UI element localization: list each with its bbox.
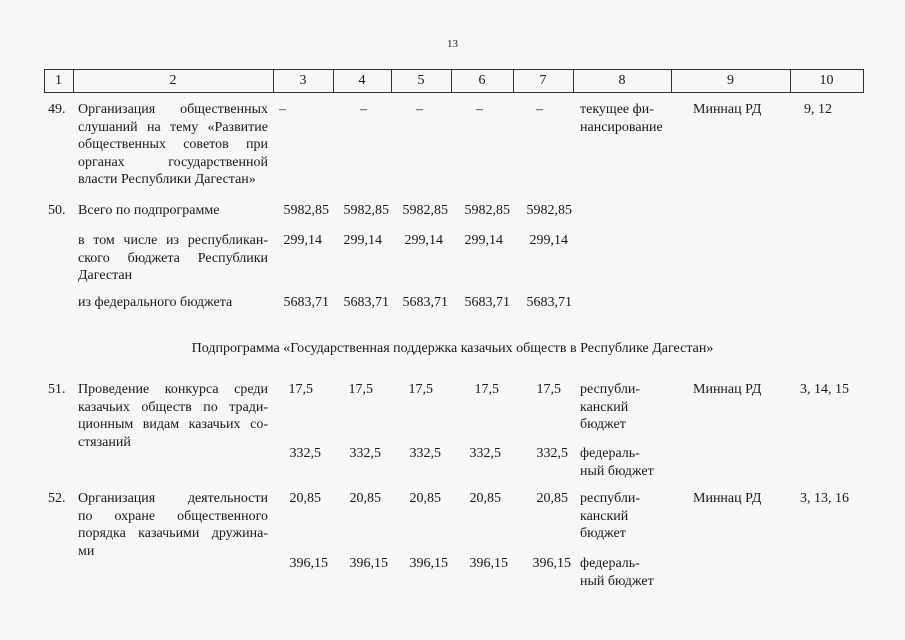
desc-line: ми [78,543,95,559]
funding-source [580,381,640,434]
value-cell: 17,5 [474,382,499,397]
desc-line: по охране общественного [78,508,268,524]
source-line: канский [580,508,629,524]
value-cell: – [279,102,286,117]
value-cell: 20,85 [409,491,441,506]
value-cell: 17,5 [536,382,561,397]
funding-source [580,101,663,136]
page-number: 13 [447,38,458,50]
funding-source [580,445,654,480]
value-cell: 20,85 [289,491,321,506]
funding-source [580,555,654,590]
source-line: республи- [580,382,640,397]
value-cell: 5683,71 [343,295,389,310]
source-line: республи- [580,491,640,506]
executor: Миннац РД [693,491,762,506]
indicators: 3, 13, 16 [800,491,849,506]
value-cell: 17,5 [288,382,313,397]
row-number: 52. [48,491,66,506]
funding-source [580,490,640,543]
value-cell: 20,85 [536,491,568,506]
value-cell: 332,5 [349,446,381,461]
header-cell: 5 [417,73,425,88]
value-cell: 299,14 [283,233,322,248]
header-cell: 1 [55,73,62,88]
value-cell: 396,15 [289,556,328,571]
value-cell: 20,85 [469,491,501,506]
header-cell: 2 [169,73,177,88]
desc-line: органах государственной [78,154,268,170]
row-label: Всего по подпрограмме [78,203,220,218]
value-cell: 332,5 [469,446,501,461]
header-bottom-border [44,92,864,93]
source-line: федераль- [580,446,640,461]
header-divider [863,69,864,93]
value-cell: 396,15 [532,556,571,571]
value-cell: 5982,85 [402,203,448,218]
source-line: федераль- [580,556,640,571]
value-cell: 299,14 [343,233,382,248]
row-label: из федерального бюджета [78,295,233,310]
value-cell: 17,5 [408,382,433,397]
header-cell: 4 [358,73,366,88]
header-cell: 10 [819,73,834,88]
desc-line: ционным видам казачьих со- [78,417,268,432]
desc-line: Организация общественных [78,102,268,117]
value-cell: 396,15 [349,556,388,571]
desc-line: казачьих обществ по тради- [78,399,268,415]
value-cell: – [536,102,543,117]
source-line: текущее фи- [580,102,654,117]
row-description [78,381,268,451]
source-line: бюджет [580,417,626,432]
header-cell: 6 [478,73,486,88]
source-line: нансирование [580,119,663,135]
desc-line: Дагестан [78,268,133,283]
row-number: 49. [48,102,66,117]
desc-line: власти Республики Дагестан» [78,172,256,187]
desc-line: ского бюджета Республики [78,250,268,266]
executor: Миннац РД [693,382,762,397]
value-cell: 332,5 [536,446,568,461]
row-description [78,490,268,560]
header-cell: 8 [618,73,626,88]
value-cell: 20,85 [349,491,381,506]
desc-line: в том числе из республикан- [78,233,268,248]
value-cell: 299,14 [529,233,568,248]
value-cell: 5683,71 [526,295,572,310]
value-cell: 5982,85 [283,203,329,218]
value-cell: 5683,71 [402,295,448,310]
value-cell: 299,14 [404,233,443,248]
desc-line: общественных советов при [78,137,268,152]
source-line: канский [580,399,629,415]
indicators: 3, 14, 15 [800,382,849,397]
value-cell: 5982,85 [526,203,572,218]
value-cell: 332,5 [289,446,321,461]
value-cell: 396,15 [469,556,508,571]
desc-line: Организация деятельности [78,491,268,506]
value-cell: – [476,102,483,117]
desc-line: слушаний на тему «Развитие [78,119,268,135]
section-title: Подпрограмма «Государственная поддержка казачьих обществ в Республике Дагестан» [191,341,714,356]
header-cell: 3 [299,73,307,88]
row-number: 50. [48,203,66,218]
source-line: ный бюджет [580,573,654,589]
value-cell: 5982,85 [343,203,389,218]
value-cell: 5683,71 [464,295,510,310]
source-line: бюджет [580,526,626,541]
value-cell: 5683,71 [283,295,329,310]
value-cell: – [360,102,367,117]
header-cell: 7 [539,73,547,88]
value-cell: 17,5 [348,382,373,397]
header-cell: 9 [727,73,734,88]
desc-line: Проведение конкурса среди [78,382,268,397]
indicators: 9, 12 [804,102,832,117]
desc-line: стязаний [78,434,131,450]
row-description [78,232,268,285]
value-cell: – [416,102,423,117]
value-cell: 332,5 [409,446,441,461]
value-cell: 396,15 [409,556,448,571]
executor: Миннац РД [693,102,762,117]
value-cell: 5982,85 [464,203,510,218]
row-description [78,101,268,189]
desc-line: порядка казачьими дружина- [78,526,268,541]
row-number: 51. [48,382,66,397]
value-cell: 299,14 [464,233,503,248]
source-line: ный бюджет [580,463,654,479]
